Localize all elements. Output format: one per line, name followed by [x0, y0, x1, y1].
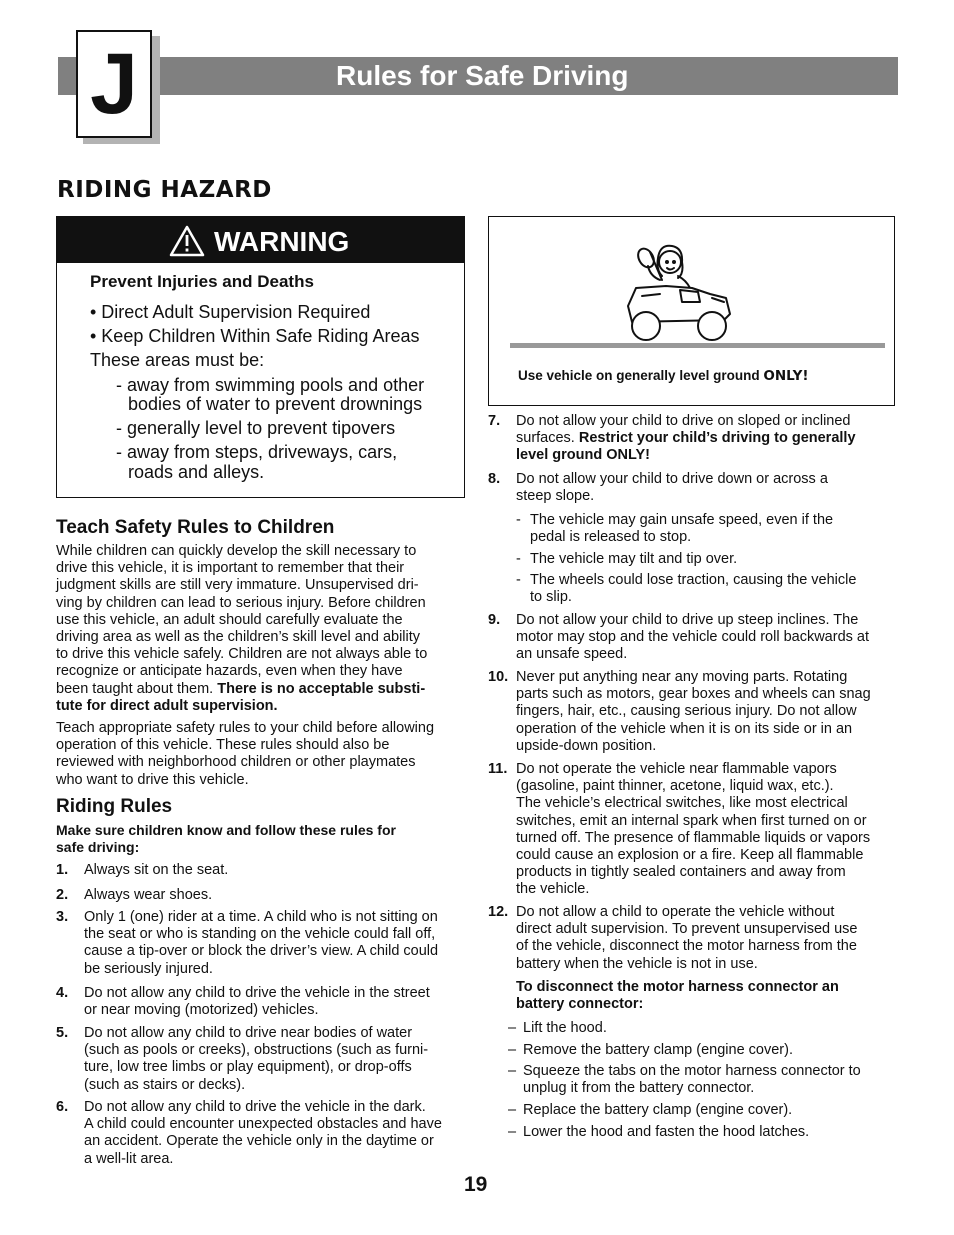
- text-line: the vehicle.: [516, 881, 590, 898]
- text-line: an unsafe speed.: [516, 646, 628, 663]
- text-line: Lower the hood and fasten the hood latches.: [523, 1124, 810, 1140]
- warning-area-item: - away from swimming pools and other: [116, 375, 425, 395]
- dash-marker: -: [516, 512, 521, 528]
- warning-title: WARNING: [214, 226, 350, 257]
- text-line: [56, 698, 466, 715]
- rule-number: 4.: [56, 985, 69, 1001]
- rule-number: 7.: [488, 413, 501, 429]
- text-line: judgment skills are still very immature. Unsupervised dri-: [56, 577, 419, 594]
- bold-text: Restrict your child’s driving to generally: [578, 430, 856, 447]
- teach-heading: Teach Safety Rules to Children: [56, 517, 335, 538]
- child-driving-vehicle-icon: [620, 240, 740, 344]
- rule-number: 8.: [488, 471, 501, 487]
- text-line: recognize or anticipate hazards, even when they have: [56, 663, 403, 680]
- riding-rule-3: [84, 909, 466, 978]
- page-title: Rules for Safe Driving: [336, 60, 629, 91]
- riding-rule-6: [84, 1099, 466, 1168]
- text-line: Remove the battery clamp (engine cover).: [523, 1042, 793, 1058]
- bold-text: level ground ONLY!: [516, 447, 651, 464]
- rule-number: 1.: [56, 862, 69, 878]
- warning-areas-intro: These areas must be:: [90, 350, 265, 370]
- text-line: pedal is released to stop.: [530, 529, 692, 546]
- text-line: Lift the hood.: [523, 1020, 607, 1036]
- rule-number: 3.: [56, 909, 69, 925]
- text-span: surfaces.: [516, 430, 575, 447]
- rule-number: 10.: [488, 669, 509, 685]
- dash-marker: -: [516, 551, 521, 567]
- riding-rule-4: [84, 985, 466, 1019]
- disconnect-heading: [516, 979, 896, 1013]
- text-line: Make sure children know and follow these rules for: [56, 822, 396, 838]
- disconnect-step: [523, 1042, 893, 1059]
- text-line: Do not allow your child to drive down or across a: [516, 471, 828, 487]
- rule-9: [516, 612, 896, 664]
- text-line: To disconnect the motor harness connector an: [516, 979, 839, 995]
- text-line: Do not allow any child to drive the vehicle in the street: [84, 985, 430, 1001]
- text-span: been taught about them.: [56, 680, 214, 697]
- rule-number: 12.: [488, 904, 509, 920]
- text-line: [516, 430, 896, 447]
- text-line: drive this vehicle, it is important to remember that their: [56, 560, 405, 577]
- text-line: Do not allow any child to drive near bodies of water: [84, 1025, 413, 1041]
- rule-number: 9.: [488, 612, 501, 628]
- text-line: use this vehicle, an adult should carefully evaluate the: [56, 611, 403, 628]
- text-line: operation of this vehicle. These rules should also be: [56, 737, 390, 754]
- dash-marker: –: [508, 1124, 517, 1140]
- text-line: driving area as well as the children’s skill level and ability: [56, 629, 421, 646]
- dash-marker: –: [508, 1042, 517, 1058]
- page-number: 19: [464, 1173, 488, 1196]
- text-line: of the vehicle, disconnect the motor harness from the: [516, 938, 857, 955]
- text-line: A child could encounter unexpected obstacles and have: [84, 1116, 442, 1133]
- warning-bullet: • Keep Children Within Safe Riding Areas: [90, 326, 420, 346]
- section-heading: RIDING HAZARD: [57, 177, 272, 203]
- text-line: a well-lit area.: [84, 1150, 174, 1167]
- rule-number: 11.: [488, 761, 508, 777]
- text-line: ture, low tree limbs or play equipment), or drop-offs: [84, 1059, 412, 1076]
- text-line: unplug it from the battery connector.: [523, 1080, 755, 1097]
- riding-rules-intro: [56, 822, 466, 856]
- text-line: could cause an explosion or a fire. Keep all flammable: [516, 847, 864, 864]
- text-line: or near moving (motorized) vehicles.: [84, 1002, 319, 1019]
- riding-rule-2: [84, 887, 466, 904]
- text-line: (such as pools or creeks), obstructions (such as furni-: [84, 1042, 429, 1059]
- text-line: be seriously injured.: [84, 960, 213, 977]
- rule-8-subitem: [530, 572, 892, 606]
- level-ground-line: [510, 343, 885, 348]
- dash-marker: –: [508, 1063, 517, 1079]
- warning-area-item: bodies of water to prevent drownings: [128, 394, 423, 414]
- dash-marker: –: [508, 1102, 517, 1118]
- text-line: Always wear shoes.: [84, 887, 213, 903]
- text-line: The vehicle may tilt and tip over.: [530, 551, 738, 567]
- text-line: products in tightly sealed containers and away from: [516, 864, 846, 881]
- teach-paragraph-2: [56, 720, 466, 789]
- text-line: Teach appropriate safety rules to your child before allowing: [56, 720, 435, 736]
- warning-bullet: • Direct Adult Supervision Required: [90, 302, 371, 322]
- text-line: Squeeze the tabs on the motor harness connector to: [523, 1063, 861, 1079]
- text-line: [56, 681, 466, 698]
- text-line: direct adult supervision. To prevent unsupervised use: [516, 921, 858, 938]
- text-line: Do not allow your child to drive up steep inclines. The: [516, 612, 859, 628]
- text-line: to slip.: [530, 589, 572, 606]
- bold-text: tute for direct adult supervision.: [56, 697, 278, 714]
- disconnect-step: [523, 1124, 893, 1141]
- warning-area-item: - generally level to prevent tipovers: [116, 418, 396, 438]
- text-line: Do not allow your child to drive on sloped or inclined: [516, 413, 851, 429]
- text-line: Never put anything near any moving parts. Rotating: [516, 669, 848, 685]
- warning-area-item: roads and alleys.: [128, 462, 265, 482]
- warning-area-item: - away from steps, driveways, cars,: [116, 442, 398, 462]
- text-line: The vehicle’s electrical switches, like most electrical: [516, 795, 848, 812]
- dash-marker: -: [516, 572, 521, 588]
- section-letter: J: [90, 36, 138, 132]
- disconnect-step: [523, 1063, 893, 1097]
- rule-8-subitem: [530, 551, 892, 568]
- text-line: switches, emit an internal spark when first turned on or: [516, 812, 867, 829]
- text-line: Do not operate the vehicle near flammable vapors: [516, 761, 837, 777]
- text-line: who want to drive this vehicle.: [56, 771, 249, 788]
- text-line: (such as stairs or decks).: [84, 1076, 246, 1093]
- text-line: Only 1 (one) rider at a time. A child who is not sitting on: [84, 909, 438, 925]
- warning-subtitle: Prevent Injuries and Deaths: [90, 272, 314, 291]
- text-line: upside-down position.: [516, 737, 657, 754]
- rule-12: [516, 904, 896, 973]
- text-line: [516, 447, 896, 464]
- text-line: turned off. The presence of flammable liquids or vapors: [516, 829, 871, 846]
- text-line: The wheels could lose traction, causing the vehicle: [530, 572, 857, 588]
- text-line: operation of the vehicle when it is on its side or in an: [516, 720, 853, 737]
- rule-number: 2.: [56, 887, 69, 903]
- caption-text: Use vehicle on generally level ground: [518, 368, 760, 383]
- text-line: Do not allow any child to drive the vehicle in the dark.: [84, 1099, 426, 1115]
- text-line: fingers, hair, etc., causing serious injury. Do not allow: [516, 703, 857, 720]
- rule-8: [516, 471, 896, 505]
- text-line: cause a tip-over or block the driver’s view. A child could: [84, 943, 439, 960]
- text-line: Do not allow a child to operate the vehicle without: [516, 904, 835, 920]
- text-line: steep slope.: [516, 488, 595, 505]
- disconnect-step: [523, 1102, 893, 1119]
- rule-11: [516, 761, 896, 899]
- text-line: motor may stop and the vehicle could roll backwards at: [516, 629, 870, 646]
- text-line: Always sit on the seat.: [84, 862, 229, 878]
- text-line: While children can quickly develop the skill necessary to: [56, 543, 417, 559]
- text-line: an accident. Operate the vehicle only in the daytime or: [84, 1133, 434, 1150]
- illustration-caption: [518, 368, 809, 384]
- text-line: The vehicle may gain unsafe speed, even if the: [530, 512, 834, 528]
- text-line: reviewed with neighborhood children or other playmates: [56, 754, 416, 771]
- text-line: safe driving:: [56, 839, 140, 856]
- text-line: the seat or who is standing on the vehicle could fall off,: [84, 926, 436, 943]
- text-line: ving by children can lead to serious injury. Before children: [56, 594, 426, 611]
- rule-10: [516, 669, 896, 755]
- rule-number: 5.: [56, 1025, 69, 1041]
- bold-text: There is no acceptable substi-: [217, 680, 426, 697]
- rule-8-subitem: [530, 512, 892, 546]
- rule-7: [516, 413, 896, 465]
- text-line: parts such as motors, gear boxes and wheels can snag: [516, 686, 871, 703]
- teach-paragraph-1: [56, 543, 466, 715]
- text-line: Replace the battery clamp (engine cover).: [523, 1102, 793, 1118]
- dash-marker: –: [508, 1020, 517, 1036]
- riding-rules-heading: Riding Rules: [56, 796, 173, 817]
- caption-emphasis: ONLY!: [763, 368, 809, 384]
- text-line: battery connector:: [516, 996, 644, 1013]
- riding-rule-5: [84, 1025, 466, 1094]
- text-line: to drive this vehicle safely. Children are not always able to: [56, 646, 428, 663]
- text-line: battery when the vehicle is not in use.: [516, 955, 758, 972]
- warning-triangle-icon: [168, 224, 206, 258]
- text-line: (gasoline, paint thinner, acetone, liquid wax, etc.).: [516, 778, 834, 795]
- riding-rule-1: [84, 862, 466, 879]
- rule-number: 6.: [56, 1099, 69, 1115]
- disconnect-step: [523, 1020, 893, 1037]
